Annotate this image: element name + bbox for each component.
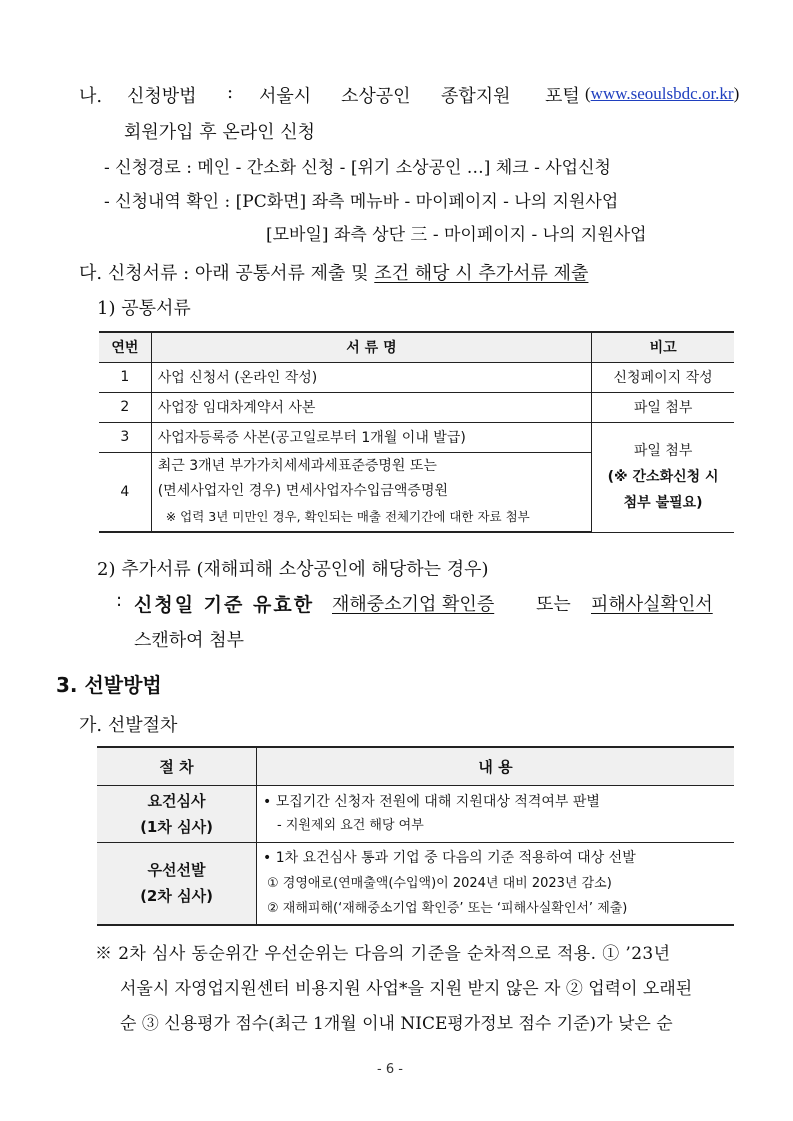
procedure-line2: (2차 심사) [140, 887, 213, 906]
word-small-business: 소상공인 [341, 86, 411, 107]
label-na: 나. [79, 86, 103, 107]
page-number: - 6 - [377, 1062, 403, 1077]
row-doc: 사업자등록증 사본(공고일로부터 1개월 이내 발급) [151, 422, 592, 452]
extra-docs-line2: 스캔하여 첨부 [134, 630, 245, 651]
row-no: 4 [99, 452, 151, 532]
row-doc-line1: 최근 3개년 부가가치세세과세표준증명원 또는 [157, 458, 437, 475]
table-row [99, 362, 734, 392]
col-header-note: 비고 [592, 332, 734, 362]
method-title: 신청방법 [127, 86, 197, 107]
extra-docs-title: 2) 추가서류 (재해피해 소상공인에 해당하는 경우) [97, 559, 489, 580]
common-docs-table [99, 331, 734, 533]
procedure-cell [97, 786, 257, 843]
procedure-line1: 우선선발 [147, 861, 206, 880]
col-header-no: 연번 [99, 332, 151, 362]
documents-heading [79, 259, 588, 285]
priority-note-line3: 순 ③ 신용평가 점수(최근 1개월 이내 NICE평가정보 점수 기준)가 낮은 순 [120, 1014, 673, 1034]
extra-underline-2: 피해사실확인서 [591, 594, 713, 615]
extra-colon: : [116, 590, 123, 611]
colon: : [227, 82, 234, 103]
procedure-line2: (1차 심사) [140, 818, 213, 836]
portal-link[interactable]: www.seoulsbdc.or.kr [590, 84, 734, 103]
row-no: 2 [99, 392, 151, 422]
merged-note-line3: 첨부 불필요) [623, 495, 703, 511]
row-note: 파일 첨부 [592, 392, 734, 422]
content-cell [257, 786, 735, 843]
word-seoul: 서울시 [259, 86, 312, 107]
priority-note-line1: ※ 2차 심사 동순위간 우선순위는 다음의 기준을 순차적으로 적용. ① ’23년 [95, 944, 671, 964]
word-integrated: 종합지원 [441, 86, 511, 107]
method-line2: 회원가입 후 온라인 신청 [124, 122, 316, 143]
table-row [99, 392, 734, 422]
row-doc-line2: (면세사업자인 경우) 면세사업자수입금액증명원 [157, 483, 449, 500]
paren-close: ) [733, 84, 740, 103]
row-doc-note: ※ 업력 3년 미만인 경우, 확인되는 매출 전체기간에 대한 자료 첨부 [165, 509, 530, 525]
content-line3: ② 재해피해(‘재해중소기업 확인증’ 또는 ‘피해사실확인서’ 제출) [267, 900, 628, 916]
priority-note-line2: 서울시 자영업지원센터 비용지원 사업*을 지원 받지 않은 자 ② 업력이 오래된 [120, 979, 693, 999]
merged-note-line1: 파일 첨부 [633, 443, 693, 459]
row-no: 3 [99, 422, 151, 452]
selection-procedure-title: 가. 선발절차 [79, 715, 178, 736]
procedure-cell [97, 843, 257, 925]
check-pc: - 신청내역 확인 : [PC화면] 좌측 메뉴바 - 마이페이지 - 나의 지원사업 [104, 192, 619, 212]
row-doc: 사업장 임대차계약서 사본 [151, 392, 592, 422]
row-doc: 사업 신청서 (온라인 작성) [151, 362, 592, 392]
content-line2: - 지원제외 요건 해당 여부 [277, 818, 424, 833]
extra-or: 또는 [536, 594, 571, 615]
selection-title: 3. 선발방법 [56, 673, 162, 697]
content-line2: ① 경영애로(연매출액(수입액)이 2024년 대비 2023년 감소) [267, 875, 612, 891]
merged-note [592, 422, 734, 532]
documents-lead: 다. 신청서류 : 아래 공통서류 제출 및 [79, 263, 375, 284]
content-cell [257, 843, 735, 925]
col-header-procedure: 절 차 [97, 747, 257, 786]
col-header-doc: 서 류 명 [151, 332, 592, 362]
table-row [97, 786, 734, 843]
merged-note-line2: (※ 간소화신청 시 [607, 469, 719, 485]
word-portal: 포털 [545, 86, 580, 107]
table-row [97, 843, 734, 925]
paren-open: ( [585, 84, 591, 103]
extra-bold: 신청일 기준 유효한 [134, 594, 315, 616]
procedure-line1: 요건심사 [147, 792, 206, 810]
extra-underline-1: 재해중소기업 확인증 [332, 594, 495, 615]
documents-lead-underlined: 조건 해당 시 추가서류 제출 [374, 263, 589, 284]
row-no: 1 [99, 362, 151, 392]
content-line1: • 모집기간 신청자 전원에 대해 지원대상 적격여부 판별 [263, 794, 600, 810]
row-doc [151, 452, 592, 532]
check-mobile: [모바일] 좌측 상단 三 - 마이페이지 - 나의 지원사업 [266, 225, 647, 245]
content-line1: • 1차 요건심사 통과 기업 중 다음의 기준 적용하여 대상 선발 [263, 849, 636, 866]
row-note: 신청페이지 작성 [592, 362, 734, 392]
selection-table [97, 746, 734, 926]
application-path: - 신청경로 : 메인 - 간소화 신청 - [위기 소상공인 …] 체크 - 사업신청 [104, 158, 611, 178]
common-docs-title: 1) 공통서류 [97, 298, 191, 319]
table-row [99, 422, 734, 452]
col-header-content: 내 용 [257, 747, 735, 786]
